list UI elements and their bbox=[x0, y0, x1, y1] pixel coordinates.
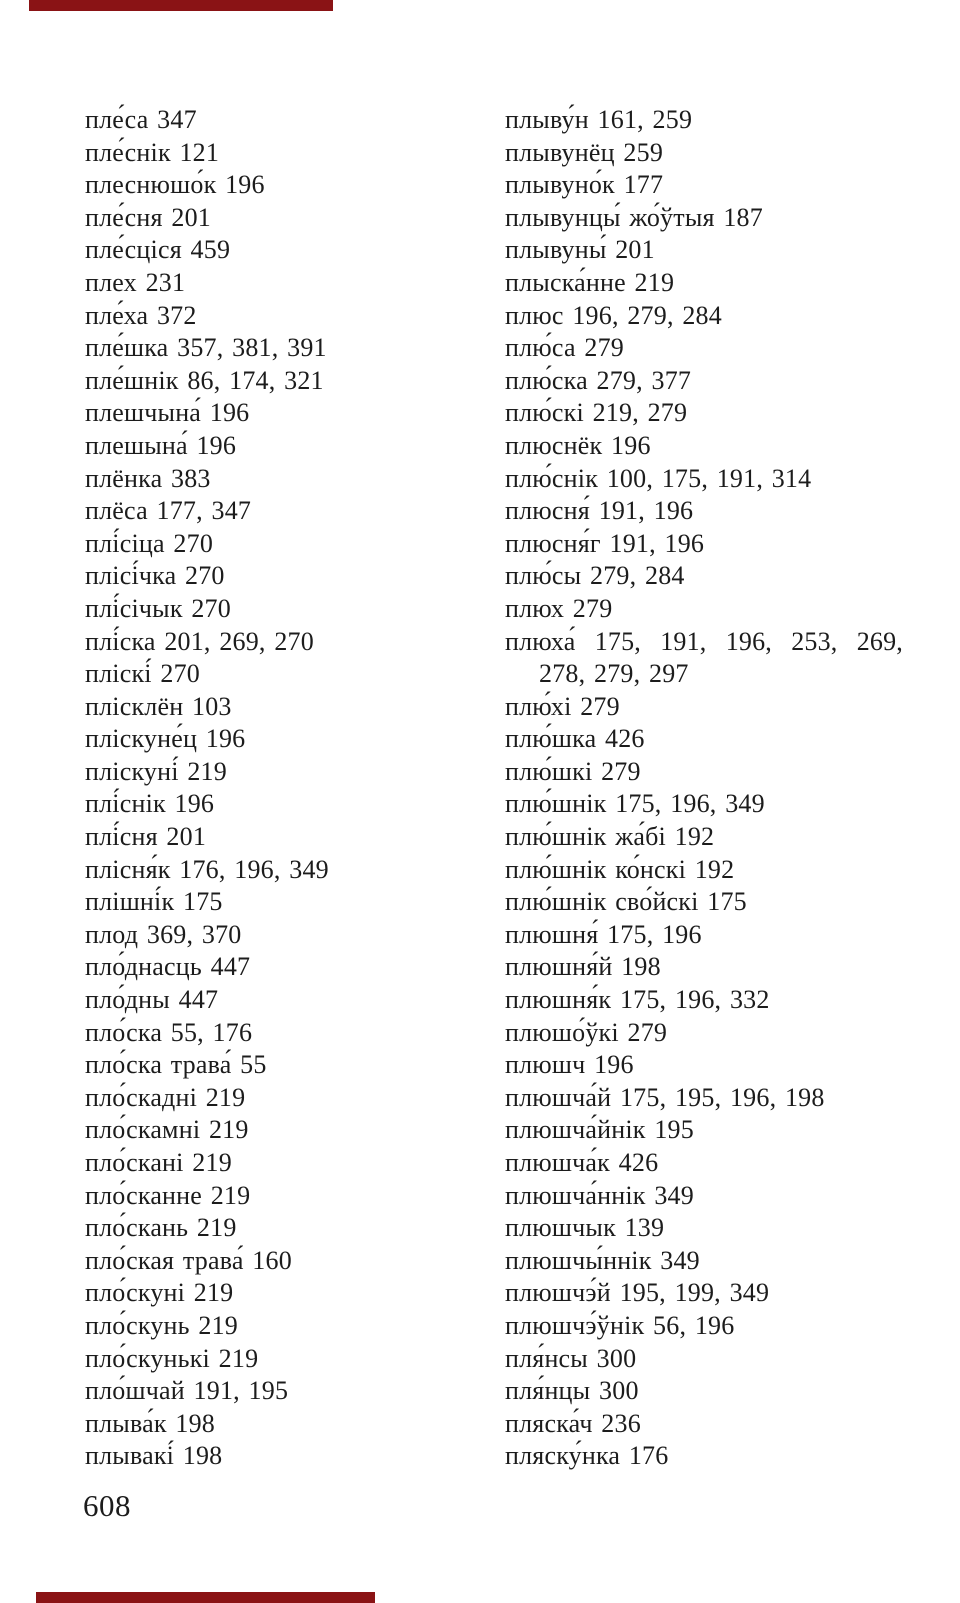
page-number: 608 bbox=[83, 1488, 131, 1523]
index-entry: плюшня́ 175, 196 bbox=[505, 919, 702, 949]
index-entry: плыву́н 161, 259 bbox=[505, 105, 693, 134]
index-entry: пляску́нка 176 bbox=[505, 1441, 669, 1471]
index-entry: пло́скунь 219 bbox=[85, 1310, 239, 1340]
index-entry: плюшо́ўкі 279 bbox=[505, 1017, 668, 1047]
index-entry: плісі́чка 270 bbox=[85, 561, 225, 591]
index-entry: пля́нсы 300 bbox=[505, 1343, 637, 1373]
index-entry: плі́січык 270 bbox=[85, 593, 231, 623]
index-entry: плішні́к 175 bbox=[85, 887, 223, 917]
index-entry: пле́шнік 86, 174, 321 bbox=[85, 365, 324, 395]
index-entry: пло́шчай 191, 195 bbox=[85, 1376, 289, 1406]
index-entry: пло́ска 55, 176 bbox=[85, 1017, 253, 1047]
index-entry: плывунёц 259 bbox=[505, 137, 664, 167]
index-entry: плюшча́й 175, 195, 196, 198 bbox=[505, 1082, 825, 1112]
index-entry: плюсня́ 191, 196 bbox=[505, 496, 694, 526]
index-entry: пло́ская трава́ 160 bbox=[85, 1245, 292, 1275]
index-entry: плюха́ 175, 191, 196, 253, 269, 278, 279, 297 bbox=[505, 626, 903, 689]
index-entry: пліскі́ 270 bbox=[85, 659, 201, 689]
index-entry: плю́сы 279, 284 bbox=[505, 561, 685, 591]
index-entry: пло́ска трава́ 55 bbox=[85, 1050, 267, 1080]
index-entry: плю́ска 279, 377 bbox=[505, 365, 692, 395]
index-entry: плюх 279 bbox=[505, 593, 613, 623]
index-entry: плі́снік 196 bbox=[85, 789, 215, 819]
index-entry: плывуны́ 201 bbox=[505, 235, 655, 265]
index-entry: пле́снік 121 bbox=[85, 137, 220, 167]
index-entry: плюшч 196 bbox=[505, 1050, 634, 1080]
index-entry: плюшчык 139 bbox=[505, 1213, 665, 1243]
index-entry: пло́скадні 219 bbox=[85, 1082, 246, 1112]
index-entry: плю́хі 279 bbox=[505, 691, 620, 721]
index-column-right bbox=[505, 104, 903, 1473]
index-entry: плёса 177, 347 bbox=[85, 496, 252, 526]
index-entry: плюшча́ннік 349 bbox=[505, 1180, 694, 1210]
index-entry: пло́скунькі 219 bbox=[85, 1343, 259, 1373]
index-entry: пло́скамні 219 bbox=[85, 1115, 249, 1145]
index-entry: пле́са 347 bbox=[85, 105, 197, 134]
index-entry: плюшня́й 198 bbox=[505, 952, 661, 982]
index-entry: плісня́к 176, 196, 349 bbox=[85, 854, 329, 884]
index-entry: плывакі́ 198 bbox=[85, 1441, 223, 1471]
index-entry: плісклён 103 bbox=[85, 691, 232, 721]
index-entry: плёнка 383 bbox=[85, 463, 211, 493]
index-entry: пло́скуні 219 bbox=[85, 1278, 234, 1308]
scan-edge-artifact-top bbox=[29, 0, 333, 11]
index-entry: плод 369, 370 bbox=[85, 919, 242, 949]
index-entry: пле́шка 357, 381, 391 bbox=[85, 333, 327, 363]
index-entry: плі́сня 201 bbox=[85, 822, 207, 852]
index-entry: плюшня́к 175, 196, 332 bbox=[505, 985, 770, 1015]
index-entry: плюшчы́ннік 349 bbox=[505, 1245, 700, 1275]
index-entry: плю́шнік ко́нскі 192 bbox=[505, 854, 735, 884]
index-entry: пліскуне́ц 196 bbox=[85, 724, 246, 754]
index-column-left bbox=[85, 104, 435, 1473]
index-entry: плю́шнік 175, 196, 349 bbox=[505, 789, 765, 819]
index-entry: пле́сціся 459 bbox=[85, 235, 231, 265]
index-entry: плю́снік 100, 175, 191, 314 bbox=[505, 463, 812, 493]
index-entry: плю́шкі 279 bbox=[505, 756, 641, 786]
index-entry: пля́нцы 300 bbox=[505, 1376, 639, 1406]
index-entry: плі́сіца 270 bbox=[85, 528, 214, 558]
index-entry: плю́скі 219, 279 bbox=[505, 398, 688, 428]
index-entry: пле́сня 201 bbox=[85, 202, 211, 232]
index-entry: плыва́к 198 bbox=[85, 1408, 215, 1438]
index-entry: плывунцы́ жо́ўтыя 187 bbox=[505, 202, 763, 232]
index-entry: пло́дны 447 bbox=[85, 985, 219, 1015]
index-entry: пло́днасць 447 bbox=[85, 952, 251, 982]
index-entry: плюсня́г 191, 196 bbox=[505, 528, 705, 558]
index-entry: плі́ска 201, 269, 270 bbox=[85, 626, 314, 656]
index-entry: плюснёк 196 bbox=[505, 430, 651, 460]
scan-edge-artifact-bottom bbox=[36, 1592, 375, 1603]
index-entry: плеснюшо́к 196 bbox=[85, 170, 265, 200]
index-entry: плешына́ 196 bbox=[85, 430, 237, 460]
index-entry: плюс 196, 279, 284 bbox=[505, 300, 722, 330]
index-entry: пляска́ч 236 bbox=[505, 1408, 641, 1438]
index-entry: плюшчэ́й 195, 199, 349 bbox=[505, 1278, 770, 1308]
index-entry: плюшчэ́ўнік 56, 196 bbox=[505, 1310, 735, 1340]
index-entry: плюшча́к 426 bbox=[505, 1148, 659, 1177]
index-entry: пло́скані 219 bbox=[85, 1148, 232, 1177]
index-entry: плех 231 bbox=[85, 267, 186, 297]
index-entry: плю́са 279 bbox=[505, 333, 625, 363]
index-entry: плю́шнік жа́бі 192 bbox=[505, 822, 715, 852]
index-entry: плыска́нне 219 bbox=[505, 267, 675, 297]
index-entry: плюшча́йнік 195 bbox=[505, 1115, 694, 1145]
index-entry: пле́ха 372 bbox=[85, 300, 197, 330]
index-entry: плешчына́ 196 bbox=[85, 398, 250, 428]
index-entry: пліскуні́ 219 bbox=[85, 756, 227, 786]
index-entry: пло́сканне 219 bbox=[85, 1180, 251, 1210]
index-entry: плю́шнік сво́йскі 175 bbox=[505, 887, 747, 917]
index-entry: плю́шка 426 bbox=[505, 724, 645, 754]
index-entry: плывуно́к 177 bbox=[505, 170, 664, 200]
index-entry: пло́скань 219 bbox=[85, 1213, 237, 1243]
